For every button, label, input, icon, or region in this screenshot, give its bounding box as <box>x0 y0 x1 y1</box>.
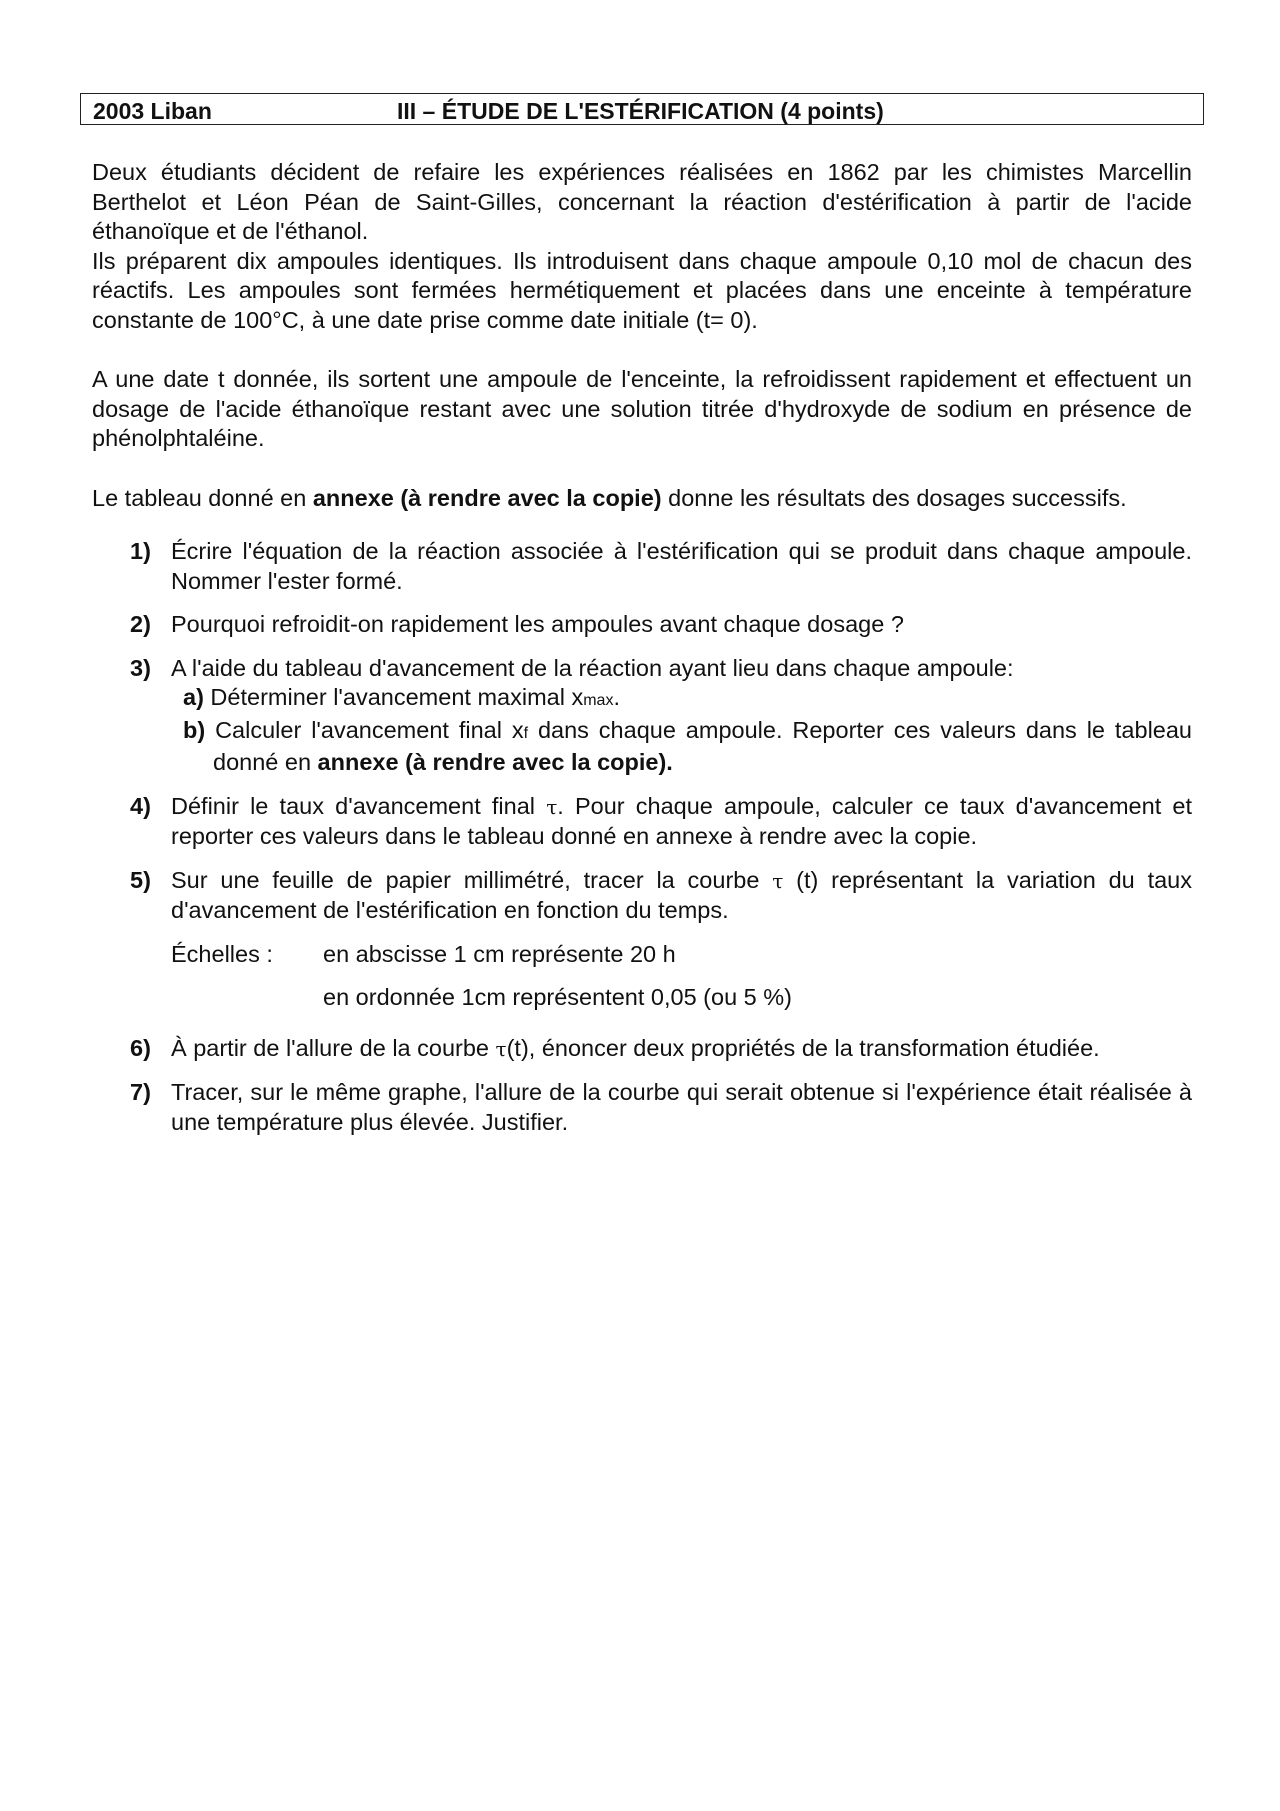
question-list <box>92 537 1192 1137</box>
annexe-bold: annexe (à rendre avec la copie) <box>312 484 662 511</box>
question-3a <box>171 683 1192 716</box>
sub-label: b) <box>183 716 206 743</box>
question-number: 2) <box>130 611 151 637</box>
question-number: 7) <box>130 1079 151 1105</box>
p4-end: donne les résultats des dosages successifs. <box>661 484 1127 511</box>
intro-paragraph-3: A une date t donnée, ils sortent une ampoule de l'enceinte, la refroidissent rapidement et effectuent un dosage de l'acide éthanoïque restant avec une solution titrée d'hydroxyde de sodium en présence de phénolphtaléine. <box>92 366 1192 451</box>
question-number: 6) <box>130 1034 151 1061</box>
subscript-max: max <box>583 692 614 709</box>
question-text-start: Sur une feuille de papier millimétré, tracer la courbe <box>171 866 773 893</box>
question-6 <box>92 1034 1192 1065</box>
question-3b <box>171 716 1192 778</box>
intro-paragraph-1: Deux étudiants décident de refaire les expériences réalisées en 1862 par les chimistes Marcellin Berthelot et Léon Péan de Saint-Gilles, concernant la réaction d'estérification à partir de l'acide éthanoïque et de l'éthanol. <box>92 159 1192 244</box>
tau-symbol: τ <box>495 1036 507 1061</box>
question-text-end: . Pour chaque ampoule, calculer ce taux d'avancement et reporter ces valeurs dans le tableau donné en annexe à rendre avec la copie. <box>171 792 1192 849</box>
header-year: 2003 Liban <box>93 98 212 124</box>
scales-block <box>92 934 1192 1020</box>
question-number: 3) <box>130 654 151 681</box>
question-number: 1) <box>130 538 151 564</box>
question-3 <box>92 654 1192 778</box>
question-text: Tracer, sur le même graphe, l'allure de la courbe qui serait obtenue si l'expérience était réalisée à une température plus élevée. Justifier. <box>171 1079 1192 1135</box>
document-body <box>92 158 1192 1137</box>
question-4 <box>92 792 1192 852</box>
question-text-start: Définir le taux d'avancement final <box>171 792 547 819</box>
question-text-end: (t) représentant la variation du taux d'avancement de l'estérification en fonction du temps. <box>171 866 1192 923</box>
question-text: A l'aide du tableau d'avancement de la réaction ayant lieu dans chaque ampoule: <box>171 654 1014 681</box>
header-box <box>80 93 1204 125</box>
p4-start: Le tableau donné en <box>92 484 313 511</box>
scale-y: en ordonnée 1cm représentent 0,05 (ou 5 %) <box>323 984 792 1011</box>
scale-x: en abscisse 1 cm représente 20 h <box>323 941 676 968</box>
scale-row-x <box>171 934 1192 977</box>
question-text-end: (t), énoncer deux propriétés de la transformation étudiée. <box>506 1034 1100 1061</box>
sub-text: Déterminer l'avancement maximal x <box>203 684 584 710</box>
sub-end: . <box>613 684 620 710</box>
scale-row-y <box>171 977 1192 1020</box>
question-text: Pourquoi refroidit-on rapidement les ampoules avant chaque dosage ? <box>171 611 904 637</box>
tau-symbol: τ <box>772 868 784 893</box>
question-number: 4) <box>130 792 151 819</box>
intro-paragraph-2: Ils préparent dix ampoules identiques. Ils introduisent dans chaque ampoule 0,10 mol de chacun des réactifs. Les ampoules sont fermées hermétiquement et placées dans une enceinte à température constante de 100°C, à une date prise comme date initiale (t= 0). <box>92 247 1192 333</box>
question-2 <box>92 610 1192 640</box>
intro-paragraph-4 <box>92 484 1192 514</box>
sub-label: a) <box>183 684 204 710</box>
exercise-title: III – ÉTUDE DE L'ESTÉRIFICATION (4 points) <box>397 98 884 124</box>
question-7 <box>92 1078 1192 1137</box>
sub-mid: dans chaque ampoule. Reporter ces valeurs dans le tableau donné en <box>213 716 1193 775</box>
subscript-f: f <box>523 724 529 742</box>
scales-label: Échelles : <box>171 941 273 968</box>
annexe-bold: annexe (à rendre avec la copie). <box>317 749 673 775</box>
sub-text: Calculer l'avancement final x <box>205 716 524 743</box>
tau-symbol: τ <box>546 794 558 819</box>
question-5 <box>92 866 1192 926</box>
question-text-start: À partir de l'allure de la courbe <box>171 1034 496 1061</box>
question-1 <box>92 537 1192 596</box>
question-text: Écrire l'équation de la réaction associée à l'estérification qui se produit dans chaque ampoule. Nommer l'ester formé. <box>171 538 1192 594</box>
question-number: 5) <box>130 866 151 893</box>
